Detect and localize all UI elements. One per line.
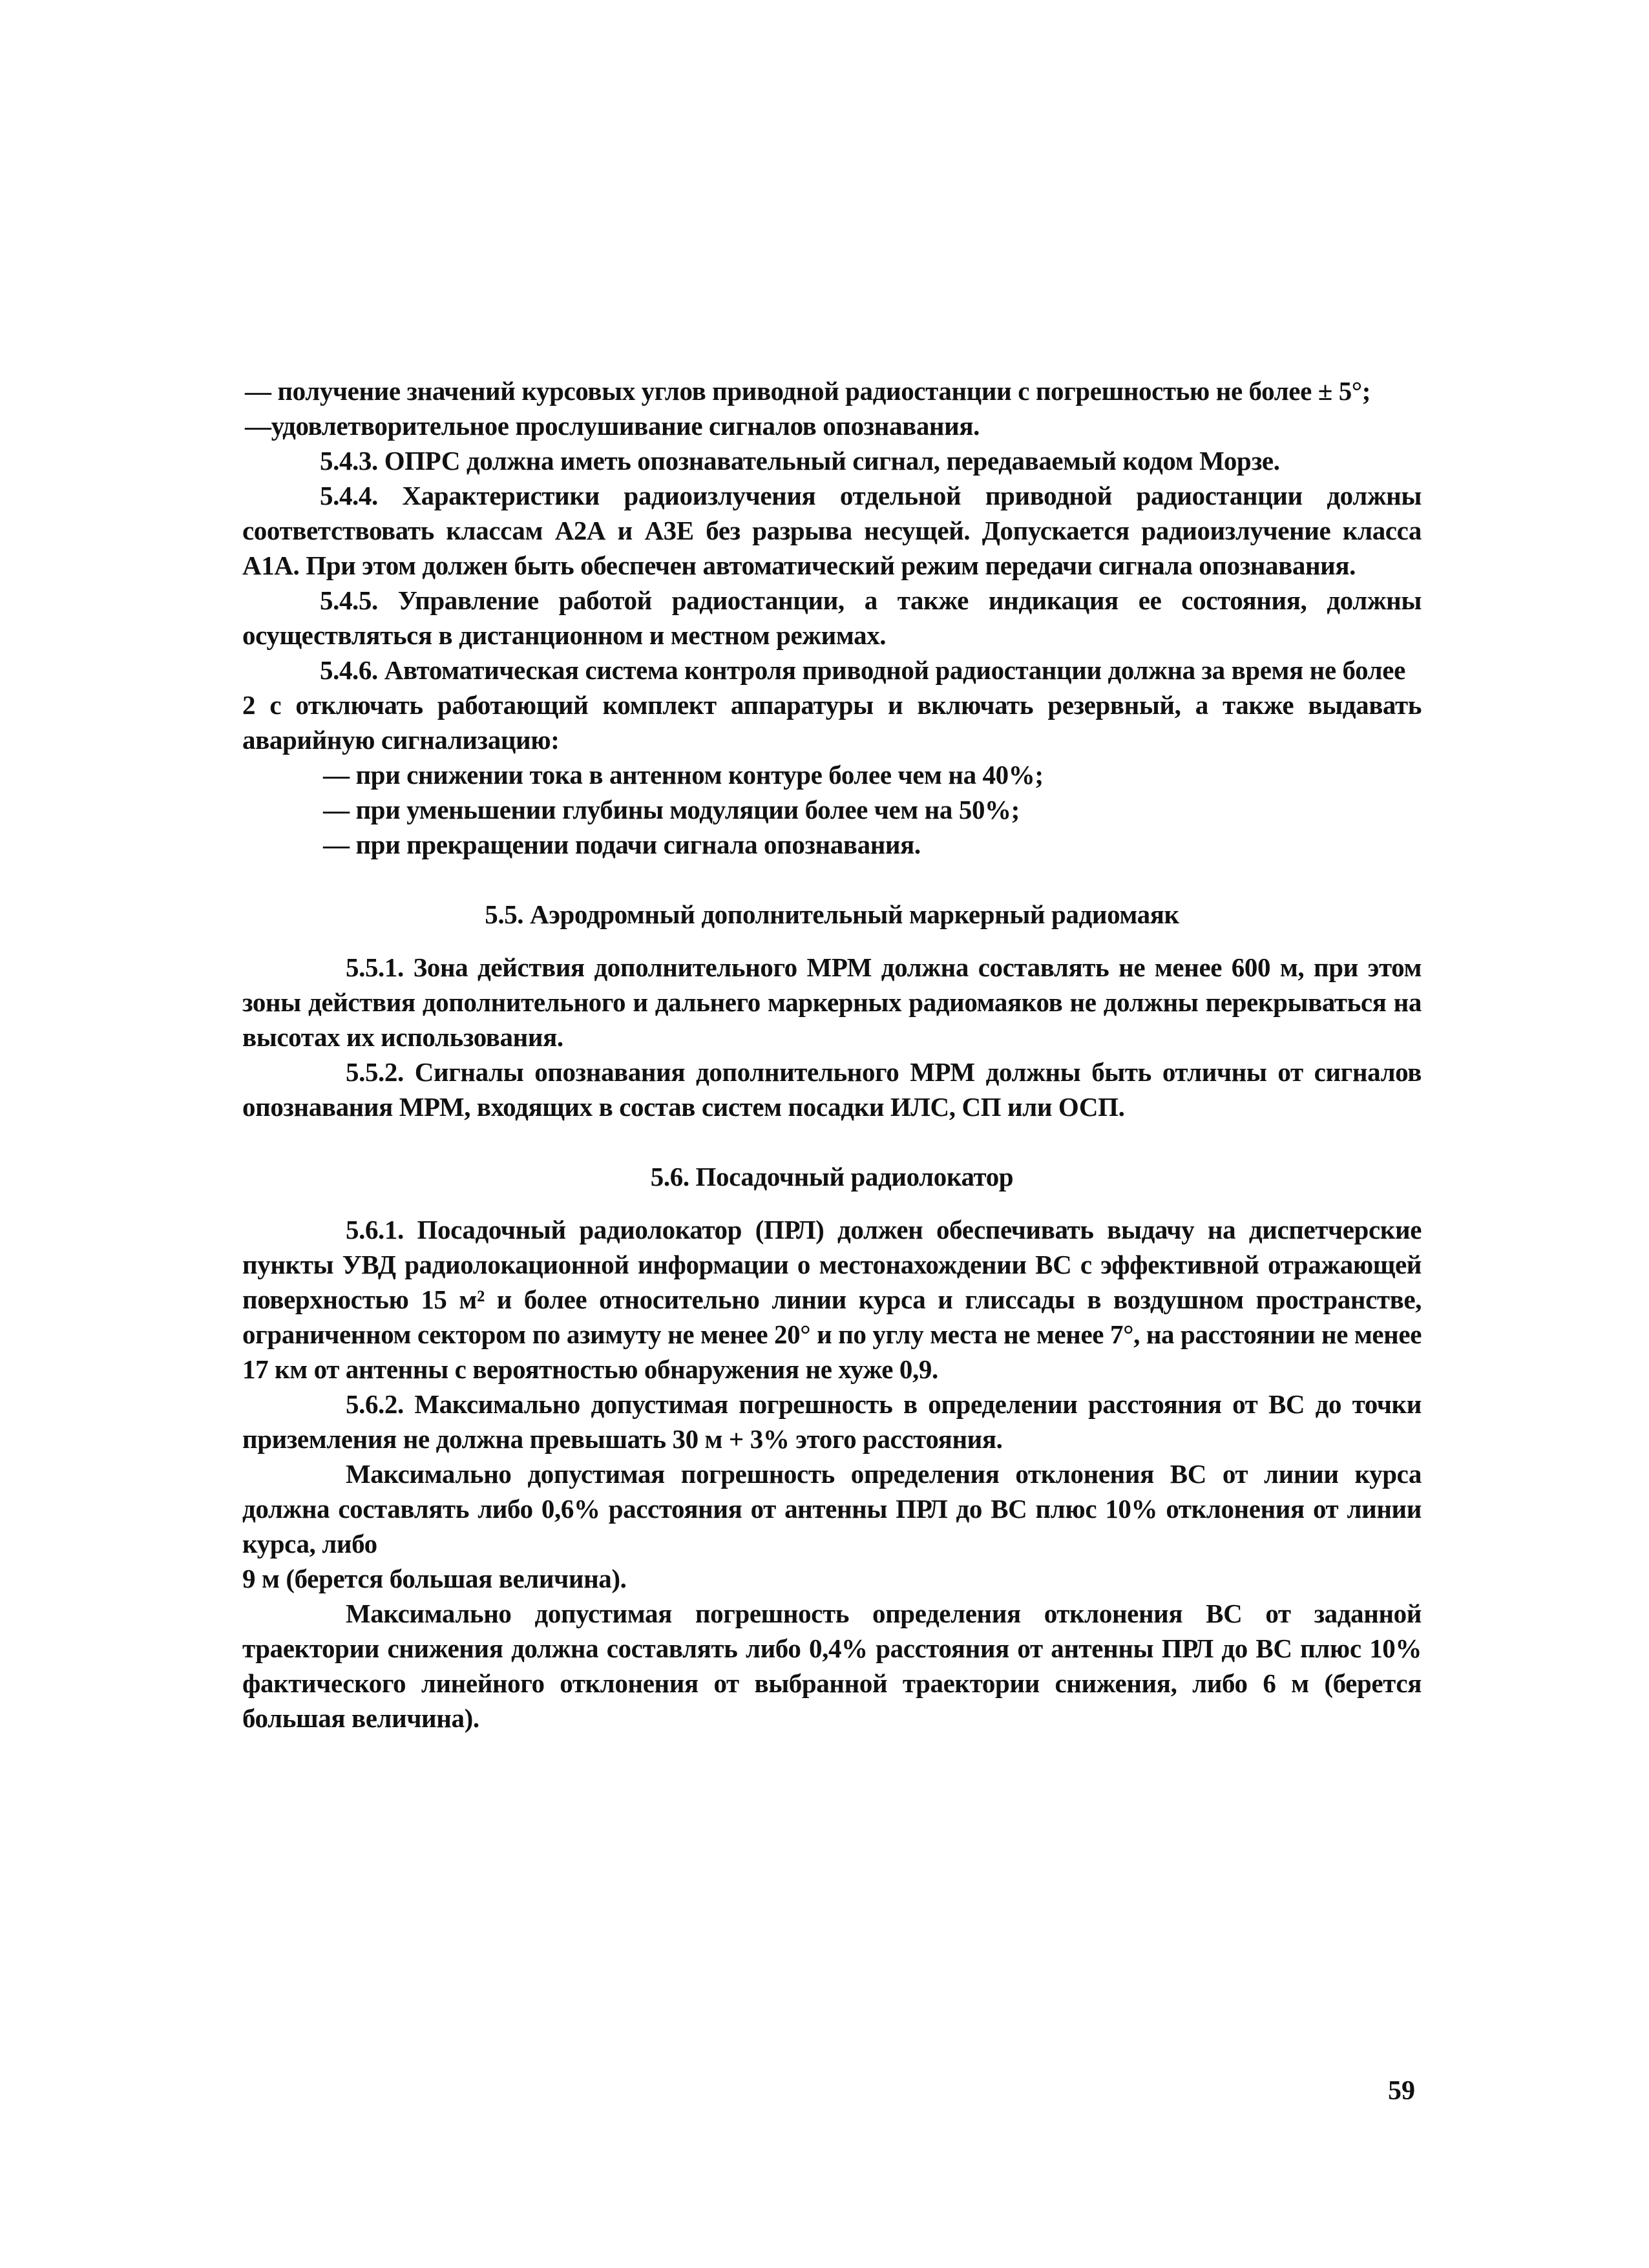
paragraph: 5.4.4. Характеристики радиоизлучения отдельной приводной радиостанции должны соответствовать классам А2А и А3Е без разрыва несущей. Допускается радиоизлучение класса А1А. При этом должен быть обеспечен автоматический режим передачи сигнала опознавания. [242,481,1422,580]
paragraph: 9 м (берется большая величина). [242,1564,627,1593]
paragraph: —удовлетворительное прослушивание сигналов опознавания. [245,411,980,441]
body-text [242,373,1422,1736]
list-item: — при прекращении подачи сигнала опознавания. [323,830,921,859]
paragraph: 5.6.2. Максимально допустимая погрешность в определении расстояния от ВС до точки приземления не должна превышать 30 м + 3% этого расстояния. [242,1389,1422,1454]
paragraph: 5.4.6. Автоматическая система контроля приводной радиостанции должна за время не более [320,655,1405,685]
paragraph: 5.5.1. Зона действия дополнительного МРМ должна составлять не менее 600 м, при этом зоны действия дополнительного и дальнего маркерных радиомаяков не должны перекрываться на высотах их использования. [242,952,1422,1052]
paragraph: 2 с отключать работающий комплект аппаратуры и включать резервный, а также выдавать аварийную сигнализацию: [242,690,1422,755]
paragraph: 5.4.3. ОПРС должна иметь опознавательный сигнал, передаваемый кодом Морзе. [320,446,1280,476]
list-item: — при снижении тока в антенном контуре более чем на 40%; [323,760,1044,790]
paragraph: 5.6.1. Посадочный радиолокатор (ПРЛ) должен обеспечивать выдачу на диспетчерские пункты УВД радиолокационной информации о местонахождении ВС с эффективной отражающей поверхностью 15 м² и более относительно линии курса и глиссады в воздушном пространстве, ограниченном сектором по азимуту не менее 20° и по углу места не менее 7°, на расстоянии не менее 17 км от антенны с вероятностью обнаружения не хуже 0,9. [242,1215,1422,1384]
paragraph: Максимально допустимая погрешность определения отклонения ВС от заданной траектории снижения должна составлять либо 0,4% расстояния от антенны ПРЛ до ВС плюс 10% фактического линейного отклонения от выбранной траектории снижения, либо 6 м (берется большая величина). [242,1599,1422,1733]
paragraph: — получение значений курсовых углов приводной радиостанции с погрешностью не более ± 5°; [245,376,1371,406]
list-item: — при уменьшении глубины модуляции более чем на 50%; [323,795,1020,824]
page-number: 59 [1388,2076,1415,2106]
paragraph: 5.5.2. Сигналы опознавания дополнительного МРМ должны быть отличны от сигналов опознавания МРМ, входящих в состав систем посадки ИЛС, СП или ОСП. [242,1057,1422,1122]
section-heading: 5.6. Посадочный радиолокатор [650,1162,1014,1192]
paragraph: 5.4.5. Управление работой радиостанции, а также индикация ее состояния, должны осуществляться в дистанционном и местном режимах. [242,585,1422,650]
section-heading: 5.5. Аэродромный дополнительный маркерный радиомаяк [485,899,1179,929]
paragraph: Максимально допустимая погрешность определения отклонения ВС от линии курса должна составлять либо 0,6% расстояния от антенны ПРЛ до ВС плюс 10% отклонения от линии курса, либо [242,1459,1422,1559]
